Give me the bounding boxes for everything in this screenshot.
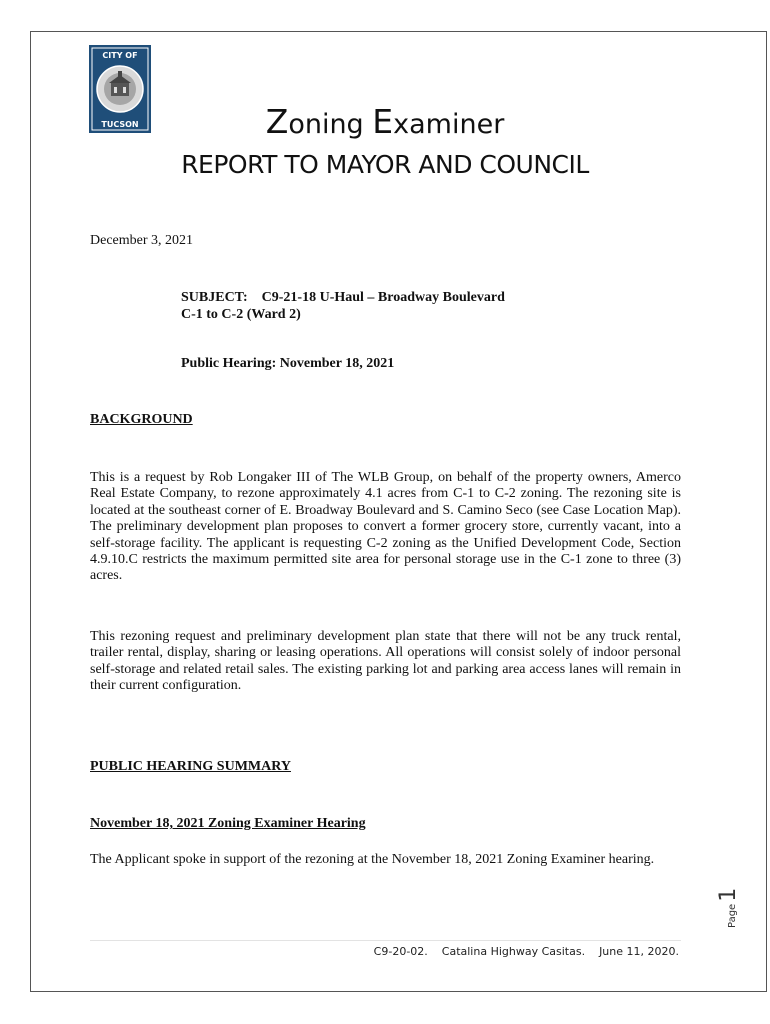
public-hearing-summary-heading: PUBLIC HEARING SUMMARY <box>90 759 291 774</box>
subject-case: C9-21-18 U-Haul – Broadway Boulevard <box>261 290 505 305</box>
logo-bottom-text: TUCSON <box>101 120 139 129</box>
footer-text: C9-20-02. Catalina Highway Casitas. June 11, 2020. <box>373 945 679 958</box>
subject-label: SUBJECT: <box>181 290 248 305</box>
footer-divider <box>90 940 681 941</box>
document-title <box>0 102 770 141</box>
hearing-subheading: November 18, 2021 Zoning Examiner Hearing <box>90 816 366 831</box>
document-subtitle: REPORT TO MAYOR AND COUNCIL <box>181 150 589 179</box>
subject-line-1 <box>181 290 505 306</box>
page-number-label <box>712 880 742 930</box>
hearing-paragraph: The Applicant spoke in support of the rezoning at the November 18, 2021 Zoning Examiner hearing. <box>90 852 655 867</box>
logo-top-text: CITY OF <box>102 51 138 60</box>
report-date: December 3, 2021 <box>90 233 194 248</box>
subject-line-2: C-1 to C-2 (Ward 2) <box>181 307 301 322</box>
background-paragraph-2: This rezoning request and preliminary development plan state that there will not be any truck rental, trailer rental, display, sharing or leasing operations. All operations will consist solely of indoor personal self-storage and related retail sales. The existing parking lot and parking area access lanes will remain in their current configuration. <box>90 629 681 694</box>
page-label-text: Page <box>727 903 738 928</box>
background-heading: BACKGROUND <box>90 412 193 427</box>
page-number: 1 <box>716 887 741 902</box>
title-initial-z: Z <box>265 102 289 141</box>
background-paragraph-1: This is a request by Rob Longaker III of The WLB Group, on behalf of the property owners, Amerco Real Estate Company, to rezone approximately 4.1 acres from C-1 to C-2 zoning. The rezoning site is located at the southeast corner of E. Broadway Boulevard and S. Camino Seco (see Case Location Map). The preliminary development plan proposes to convert a former grocery store, currently vacant, into a self-storage facility. The applicant is requesting C-2 zoning as the Unified Development Code, Section 4.9.10.C restricts the maximum permitted site area for personal storage use in the C-1 zone to three (3) acres. <box>90 470 681 584</box>
public-hearing-date: Public Hearing: November 18, 2021 <box>181 356 395 371</box>
title-initial-e: E <box>372 102 394 141</box>
title-word-xaminer: xaminer <box>393 109 505 140</box>
title-word-oning: oning <box>288 109 373 140</box>
